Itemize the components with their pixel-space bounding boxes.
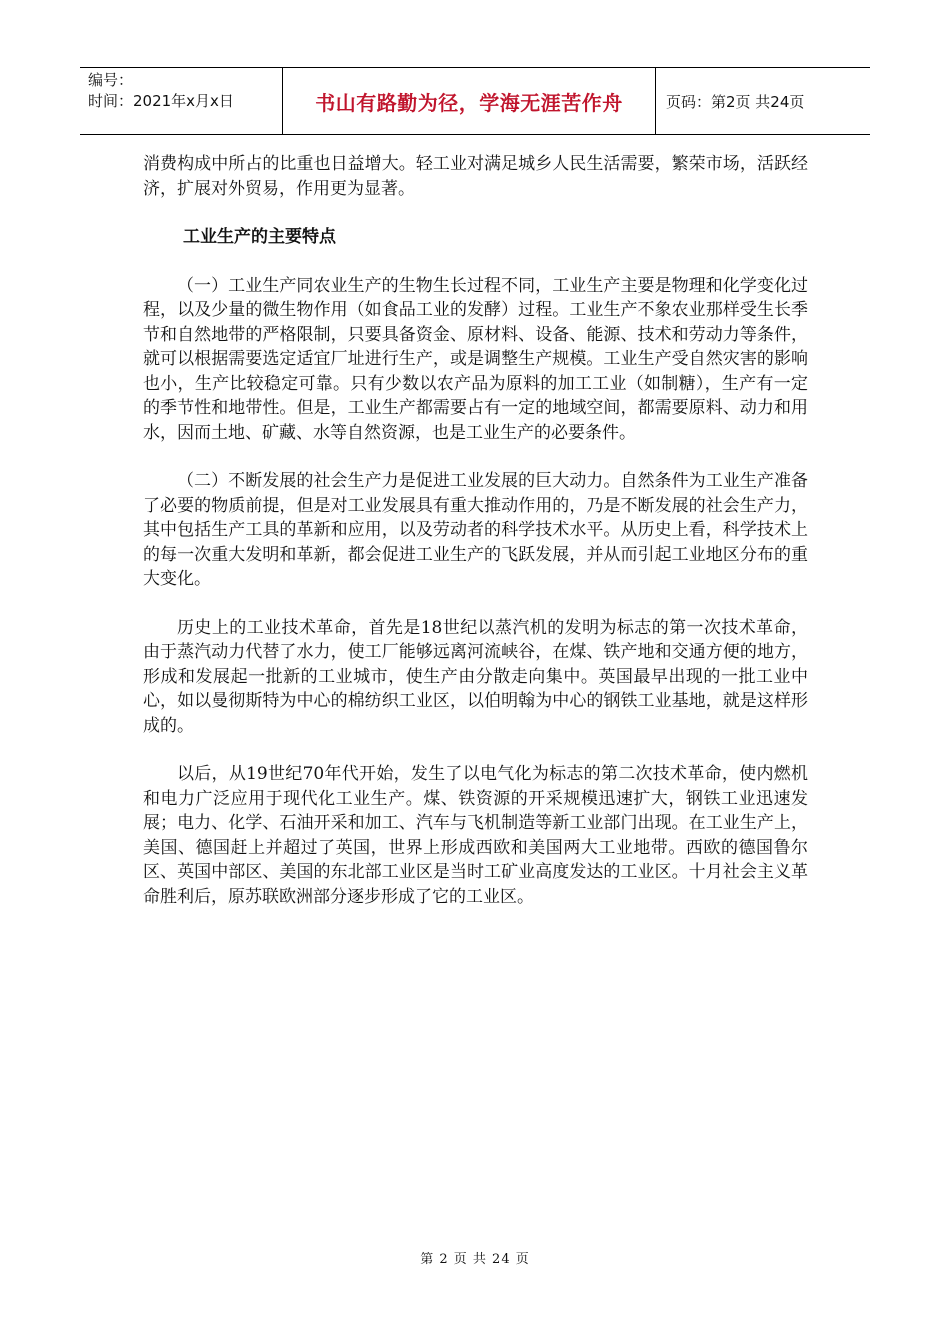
document-number-label: 编号： [88, 71, 134, 89]
section-heading: 工业生产的主要特点 [183, 227, 336, 247]
footer-page-number: 第 2 页 共 24 页 [420, 1252, 530, 1267]
page-footer [0, 1248, 950, 1267]
paragraph: 历史上的工业技术革命，首先是18世纪以蒸汽机的发明为标志的第一次技术革命，由于蒸汽动力代替了水力，使工厂能够远离河流峡谷，在煤、铁产地和交通方便的地方，形成和发展起一批新的工业城市，使生产由分散走向集中。英国最早出现的一批工业中心，如以曼彻斯特为中心的棉纺织工业区，以伯明翰为中心的钢铁工业基地，就是这样形成的。 [143, 617, 808, 736]
document-date-label: 时间：2021年x月x日 [88, 92, 234, 110]
paragraph: （一）工业生产同农业生产的生物生长过程不同，工业生产主要是物理和化学变化过程，以及少量的微生物作用（如食品工业的发酵）过程。工业生产不象农业那样受生长季节和自然地带的严格限制，只要具备资金、原材料、设备、能源、技术和劳动力等条件，就可以根据需要选定适宜厂址进行生产，或是调整生产规模。工业生产受自然灾害的影响也小，生产比较稳定可靠。只有少数以农产品为原料的加工工业（如制糖），生产有一定的季节性和地带性。但是，工业生产都需要占有一定的地域空间，都需要原料、动力和用水，因而土地、矿藏、水等自然资源，也是工业生产的必要条件。 [143, 275, 808, 443]
header-page-cell [656, 68, 870, 134]
paragraph-continuation: 消费构成中所占的比重也日益增大。轻工业对满足城乡人民生活需要，繁荣市场，活跃经济，扩展对外贸易，作用更为显著。 [143, 154, 808, 199]
header-meta [80, 68, 282, 134]
paragraph: （二）不断发展的社会生产力是促进工业发展的巨大动力。自然条件为工业生产准备了必要的物质前提，但是对工业发展具有重大推动作用的，乃是不断发展的社会生产力，其中包括生产工具的革新和应用，以及劳动者的科学技术水平。从历史上看，科学技术上的每一次重大发明和革新，都会促进工业生产的飞跃发展，并从而引起工业地区分布的重大变化。 [143, 471, 808, 589]
header-page-label: 页码：第2页 共24页 [666, 92, 805, 111]
page-header [80, 67, 870, 135]
paragraph: 以后，从19世纪70年代开始，发生了以电气化为标志的第二次技术革命，使内燃机和电力广泛应用于现代化工业生产。煤、铁资源的开采规模迅速扩大，钢铁工业迅速发展；电力、化学、石油开采和加工、汽车与飞机制造等新工业部门出现。在工业生产上，美国、德国赶上并超过了英国，世界上形成西欧和美国两大工业地带。西欧的德国鲁尔区、英国中部区、美国的东北部工业区是当时工矿业高度发达的工业区。十月社会主义革命胜利后，原苏联欧洲部分逐步形成了它的工业区。 [143, 764, 808, 907]
motto-text: 书山有路勤为径，学海无涯苦作舟 [315, 90, 623, 115]
document-body [143, 152, 808, 933]
header-motto-cell [282, 68, 656, 134]
